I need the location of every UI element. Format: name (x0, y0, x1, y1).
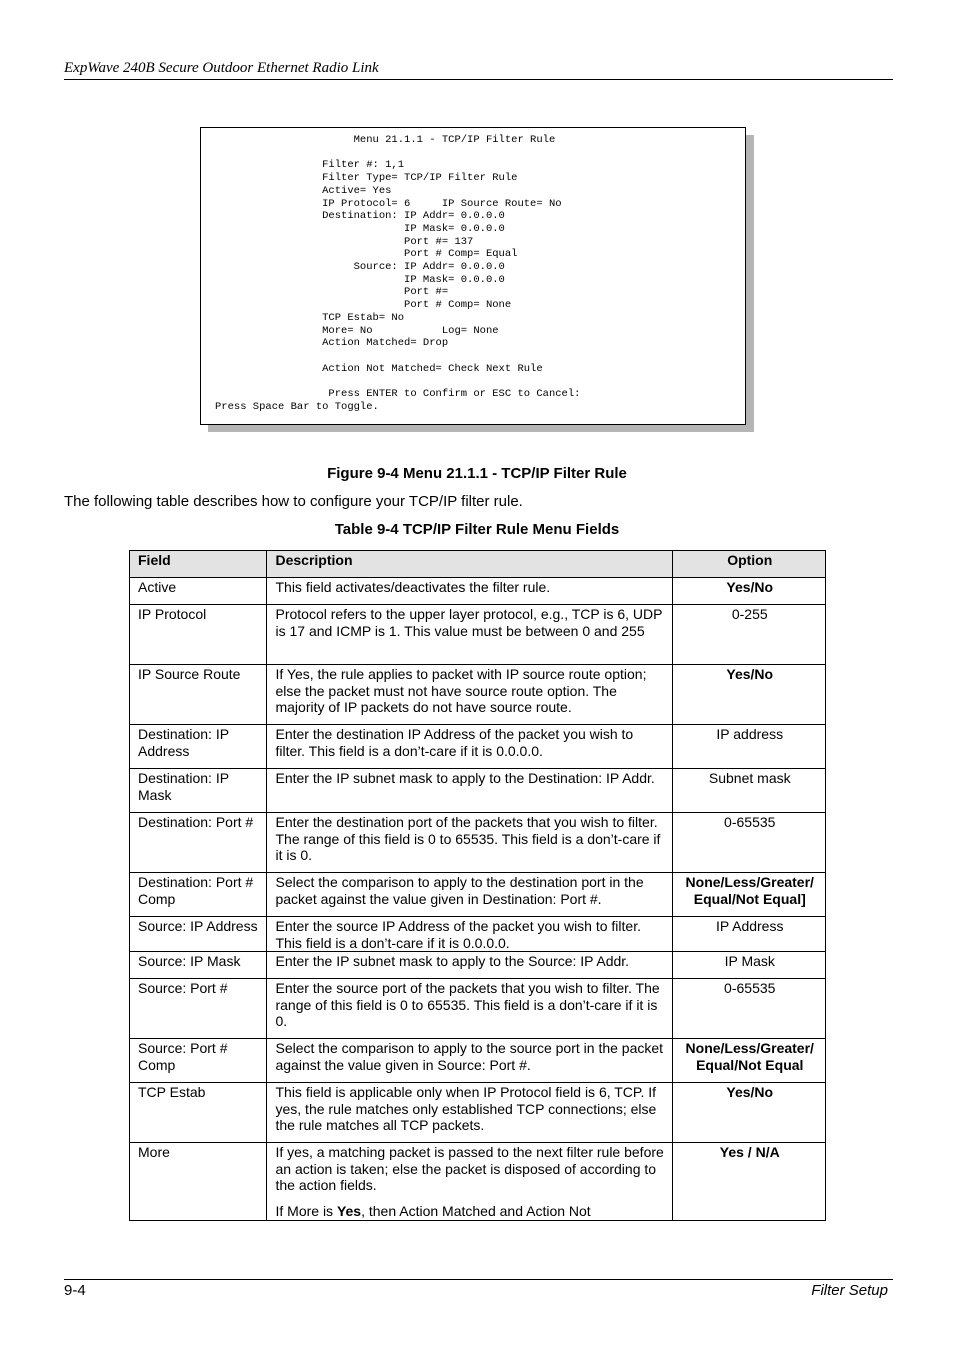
option-cell: Yes/No (672, 665, 826, 725)
table-row (130, 605, 826, 665)
field-cell: Destination: Port # (130, 813, 267, 873)
table-row (130, 578, 826, 605)
option-cell: Subnet mask (672, 769, 826, 813)
intro-paragraph: The following table describes how to configure your TCP/IP filter rule. (64, 493, 523, 510)
option-cell: IP address (672, 725, 826, 769)
field-cell: Destination: IP Address (130, 725, 267, 769)
table-row (130, 1143, 826, 1220)
table-row (130, 917, 826, 952)
description-cell: This field is applicable only when IP Protocol field is 6, TCP. If yes, the rule matches only established TCP connections; else the rule matches all TCP packets. (267, 1083, 672, 1143)
description-cell: Select the comparison to apply to the destination port in the packet against the value given in Destination: Port #. (267, 873, 672, 917)
option-cell: Yes/No (672, 1083, 826, 1143)
field-cell: Destination: Port # Comp (130, 873, 267, 917)
option-cell: Yes / N/A (672, 1143, 826, 1220)
table-row (130, 769, 826, 813)
option-cell: IP Mask (672, 952, 826, 979)
fields-table (129, 550, 826, 1221)
header-description: Description (267, 551, 672, 578)
option-cell: 0-65535 (672, 813, 826, 873)
table-header-row (130, 551, 826, 578)
description-cell (267, 1143, 672, 1220)
description-cell: Enter the IP subnet mask to apply to the Source: IP Addr. (267, 952, 672, 979)
table-row (130, 1083, 826, 1143)
running-header: ExpWave 240B Secure Outdoor Ethernet Radio Link (64, 60, 379, 76)
option-cell: 0-255 (672, 605, 826, 665)
description-cell: Protocol refers to the upper layer protocol, e.g., TCP is 6, UDP is 17 and ICMP is 1. This value must be between 0 and 255 (267, 605, 672, 665)
field-cell: Source: Port # (130, 979, 267, 1039)
more-p2-prefix: If More is (275, 1202, 337, 1219)
table-row (130, 979, 826, 1039)
table-row (130, 1039, 826, 1083)
description-cell: Select the comparison to apply to the source port in the packet against the value given in Source: Port #. (267, 1039, 672, 1083)
header-field: Field (130, 551, 267, 578)
description-cell: This field activates/deactivates the filter rule. (267, 578, 672, 605)
field-cell: Active (130, 578, 267, 605)
page-number: 9-4 (64, 1282, 86, 1299)
field-cell: TCP Estab (130, 1083, 267, 1143)
more-p2-bold: Yes (336, 1202, 362, 1219)
field-cell: Source: IP Mask (130, 952, 267, 979)
terminal-text: Menu 21.1.1 - TCP/IP Filter Rule Filter #: 1,1 Filter Type= TCP/IP Filter Rule Active= Yes IP Protocol= 6 IP Source Route= No Destination: IP Addr= 0.0.0.0 IP Mask= 0.0.0.0 Port #= 137 Port # Comp= Equal Source: IP Addr= 0.0.0.0 IP Mask= 0.0.0.0 Port #= Port # Comp= None TCP Estab= No More= No Log= None Action Matched= Drop Action Not Matched= Check Next Rule Press ENTER to Confirm or ESC to Cancel: Press Space Bar to Toggle. (215, 134, 581, 413)
field-cell: Source: IP Address (130, 917, 267, 952)
footer-rule (64, 1279, 893, 1280)
option-cell: IP Address (672, 917, 826, 952)
header-rule (64, 79, 893, 80)
field-cell: Source: Port # Comp (130, 1039, 267, 1083)
terminal-screen (200, 127, 746, 425)
field-cell: IP Protocol (130, 605, 267, 665)
table-row (130, 813, 826, 873)
option-cell: Yes/No (672, 578, 826, 605)
description-cell: Enter the IP subnet mask to apply to the Destination: IP Addr. (267, 769, 672, 813)
table-row (130, 725, 826, 769)
description-cell: Enter the source IP Address of the packet you wish to filter. This field is a don’t-care if it is 0.0.0.0. (267, 917, 672, 952)
field-cell: Destination: IP Mask (130, 769, 267, 813)
description-cell: Enter the source port of the packets that you wish to filter. The range of this field is 0 to 65535. This field is a don’t-care if it is 0. (267, 979, 672, 1039)
more-p2-suffix: , then Action Matched and Action Not (361, 1202, 591, 1219)
option-cell: 0-65535 (672, 979, 826, 1039)
description-cell: If Yes, the rule applies to packet with IP source route option; else the packet must not have source route option. The majority of IP packets do not have source route. (267, 665, 672, 725)
description-cell: Enter the destination IP Address of the packet you wish to filter. This field is a don’t-care if it is 0.0.0.0. (267, 725, 672, 769)
table-row (130, 665, 826, 725)
figure-caption: Figure 9-4 Menu 21.1.1 - TCP/IP Filter Rule (327, 465, 627, 482)
header-option: Option (672, 551, 826, 578)
table-row (130, 952, 826, 979)
option-cell: None/Less/Greater/ Equal/Not Equal] (672, 873, 826, 917)
field-cell: IP Source Route (130, 665, 267, 725)
description-cell: Enter the destination port of the packets that you wish to filter. The range of this field is 0 to 65535. This field is a don’t-care if it is 0. (267, 813, 672, 873)
option-cell: None/Less/Greater/ Equal/Not Equal (672, 1039, 826, 1083)
field-cell: More (130, 1143, 267, 1220)
chapter-title: Filter Setup (811, 1282, 888, 1299)
table-row (130, 873, 826, 917)
more-description-p2 (275, 1203, 665, 1220)
more-description-p1: If yes, a matching packet is passed to the next filter rule before an action is taken; else the packet is disposed of according to the action fields. (275, 1144, 664, 1194)
table-caption: Table 9-4 TCP/IP Filter Rule Menu Fields (334, 521, 620, 538)
